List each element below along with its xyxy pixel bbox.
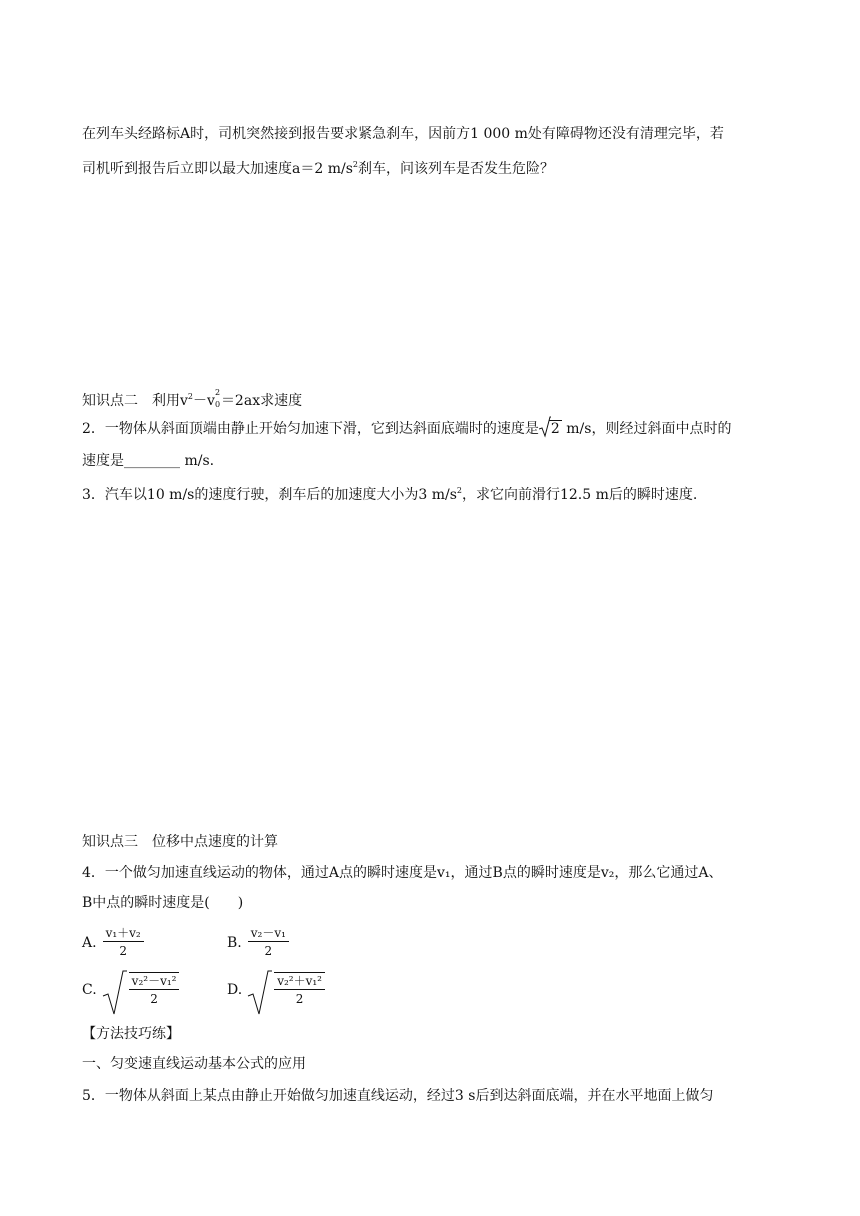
kp2-title: [82, 387, 302, 411]
q3-superscript: 2: [456, 486, 462, 495]
q1-superscript: 2: [352, 160, 358, 169]
choice-b-fraction: [248, 925, 289, 960]
kp2-sup-1: 2: [187, 392, 194, 401]
kp2-sub-2: 0: [214, 400, 221, 409]
section-subtitle: [82, 1054, 306, 1074]
q1-line-2: [82, 155, 554, 179]
choice-d-numerator: v₂²＋v₁²: [274, 973, 325, 990]
q3-text-1: 3．汽车以10 m/s的速度行驶，刹车后的加速度大小为3 m/s: [82, 487, 457, 503]
choice-b-label: B.: [227, 934, 242, 951]
choice-d-sqrt: [246, 972, 327, 1008]
q2-line-1: [82, 419, 731, 439]
kp2-sup-2: 2: [214, 388, 221, 397]
choice-c-sqrt: [101, 972, 182, 1008]
choice-c-denominator: 2: [150, 992, 158, 1006]
choice-a-label: A.: [82, 934, 97, 951]
method-title-text: 【方法技巧练】: [82, 1026, 180, 1042]
q5-text-1: 5．一物体从斜面上某点由静止开始做匀加速直线运动，经过3 s后到达斜面底端，并在水平地面上做匀: [82, 1088, 714, 1104]
q3-line: [82, 481, 697, 505]
choice-c-numerator: v₂²－v₁²: [129, 973, 180, 990]
choice-b[interactable]: [227, 925, 291, 960]
q3-text-2: ，求它向前滑行12.5 m后的瞬时速度.: [461, 487, 698, 503]
q2-text-3: 速度是________ m/s.: [82, 453, 215, 469]
choice-d-label: D.: [227, 982, 243, 998]
choice-d-fraction: [274, 972, 325, 1008]
q4-text-2: B中点的瞬时速度是( ): [82, 895, 244, 911]
choice-d[interactable]: [227, 972, 327, 1008]
q2-line-2: [82, 451, 214, 471]
kp2-supsub: [214, 388, 221, 409]
q1-text-1: 在列车头经路标A时，司机突然接到报告要求紧急刹车，因前方1 000 m处有障碍物还没有清理完毕，若: [82, 126, 724, 142]
choice-a-denominator: 2: [119, 944, 127, 958]
section-subtitle-text: 一、匀变速直线运动基本公式的应用: [82, 1056, 306, 1072]
q2-text-2: m/s，则经过斜面中点时的: [561, 421, 732, 437]
kp3-title-text: 知识点三 位移中点速度的计算: [82, 834, 278, 850]
sqrt-value: 2: [550, 421, 560, 437]
q1-text-2: 司机听到报告后立即以最大加速度a＝2 m/s: [82, 161, 353, 177]
q1-text-3: 刹车，问该列车是否发生危险？: [357, 161, 554, 177]
radical-icon: [246, 970, 272, 1016]
choice-b-numerator: v₂－v₁: [248, 925, 289, 942]
choice-c[interactable]: [82, 972, 181, 1008]
q4-line-1: [82, 863, 722, 883]
choice-c-fraction: [129, 972, 180, 1008]
radical-icon: [539, 416, 551, 438]
q4-text-1: 4．一个做匀加速直线运动的物体，通过A点的瞬时速度是v₁，通过B点的瞬时速度是v₂，那么它通过A、: [82, 865, 723, 881]
method-title: [82, 1024, 180, 1044]
kp2-title-pre: 知识点二 利用v: [82, 393, 188, 409]
q2-text-1: 2．一物体从斜面顶端由静止开始匀加速下滑，它到达斜面底端时的速度是: [82, 421, 539, 437]
radical-icon: [101, 970, 127, 1016]
sqrt-symbol: [539, 419, 562, 439]
kp3-title: [82, 832, 278, 852]
q1-line-1: [82, 124, 724, 144]
q5-line-1: [82, 1086, 713, 1106]
kp2-title-post: ＝2ax求速度: [220, 393, 303, 409]
choice-a[interactable]: [82, 925, 146, 960]
q4-line-2: [82, 893, 243, 913]
choice-b-denominator: 2: [264, 944, 273, 958]
choice-a-numerator: v₁＋v₂: [103, 925, 144, 942]
kp2-title-mid: －v: [193, 393, 215, 409]
choice-d-denominator: 2: [295, 992, 304, 1006]
choice-a-fraction: [103, 925, 144, 960]
choice-c-label: C.: [82, 982, 97, 998]
